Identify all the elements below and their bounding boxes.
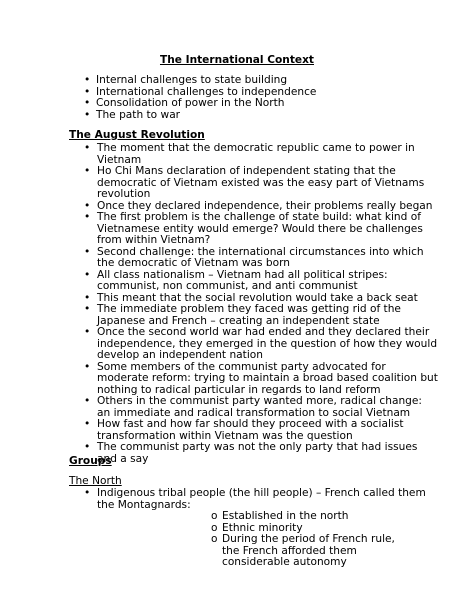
subheading-the-north: The North (69, 475, 122, 487)
bullet-icon: • (84, 291, 91, 304)
list-item: • All class nationalism – Vietnam had all political stripes: communist, non communist, and anti communist (84, 268, 388, 292)
intro-list-container (0, 75, 474, 121)
list-item: • The path to war (84, 108, 181, 121)
north-list (0, 488, 474, 569)
list-item: • The moment that the democratic republic came to power in Vietnam (84, 142, 415, 166)
bullet-icon: • (84, 245, 91, 258)
list-item: • Consolidation of power in the North (84, 97, 285, 109)
list-item: • The first problem is the challenge of state build: what kind of Vietnamese entity would emerge? Would there be challenges from within Vietnam? (84, 211, 423, 246)
bullet-icon: • (84, 142, 91, 154)
document-title: The International Context (159, 54, 314, 66)
list-item: • Ho Chi Mans declaration of independent stating that the democratic of Vietnam existed was the easy part of Vietnams revolution (84, 165, 425, 200)
list-item: • Second challenge: the international circumstances into which the democratic of Vietnam was born (84, 245, 424, 269)
bullet-icon: • (84, 418, 91, 430)
list-item: • This meant that the social revolution would take a back seat (84, 291, 418, 304)
circle-bullet-icon: o (211, 521, 218, 534)
bullet-icon: • (84, 360, 91, 373)
bullet-icon: • (84, 326, 91, 338)
list-item: • International challenges to independence (84, 85, 317, 98)
sublist-item: o Ethnic minority (211, 521, 303, 534)
bullet-icon: • (84, 108, 91, 121)
section-heading-groups: Groups (69, 455, 112, 467)
august-list-container (0, 143, 474, 465)
bullet-icon: • (84, 74, 91, 86)
list-item: • Others in the communist party wanted more, radical change: an immediate and radical transformation to social Vietnam (84, 395, 422, 419)
sublist-item: o Established in the north (211, 510, 349, 522)
bullet-icon: • (84, 211, 91, 223)
bullet-icon: • (84, 165, 91, 177)
list-item: • How fast and how far should they proceed with a socialist transformation within Vietnam was the question (84, 418, 404, 442)
north-list-container (0, 488, 474, 569)
bullet-icon: • (84, 97, 91, 109)
bullet-icon: • (84, 199, 91, 212)
sublist-item: o During the period of French rule, the French afforded them considerable autonomy (211, 533, 395, 568)
north-sublist (97, 511, 438, 569)
august-list (0, 143, 474, 465)
list-item: • Indigenous tribal people (the hill people) – French called them the Montagnards: o Established in the north o Ethnic minority o During the period of French rule, the French afforded them considerable autonomy (0, 488, 474, 569)
circle-bullet-icon: o (211, 533, 218, 545)
bullet-icon: • (84, 268, 91, 281)
bullet-icon: • (84, 487, 91, 499)
bullet-icon: • (84, 85, 91, 98)
list-item: • Internal challenges to state building (84, 74, 288, 86)
bullet-icon: • (84, 303, 91, 315)
circle-bullet-icon: o (211, 510, 218, 522)
list-item: • Once they declared independence, their problems really began (84, 199, 433, 212)
bullet-icon: • (84, 441, 91, 453)
list-item: • The immediate problem they faced was getting rid of the Japanese and French – creating an independent state (84, 303, 401, 327)
section-heading-august-revolution: The August Revolution (69, 129, 205, 141)
list-item: • Once the second world war had ended and they declared their independence, they emerged in the question of how they would develop an independent nation (84, 326, 438, 361)
bullet-icon: • (84, 395, 91, 407)
intro-list (0, 75, 474, 121)
list-item: • The communist party was not the only party that had issues and a say (84, 441, 418, 465)
list-item: • Some members of the communist party advocated for moderate reform: trying to maintain a broad based coalition but nothing to radical particular in regards to land reform (84, 360, 438, 396)
